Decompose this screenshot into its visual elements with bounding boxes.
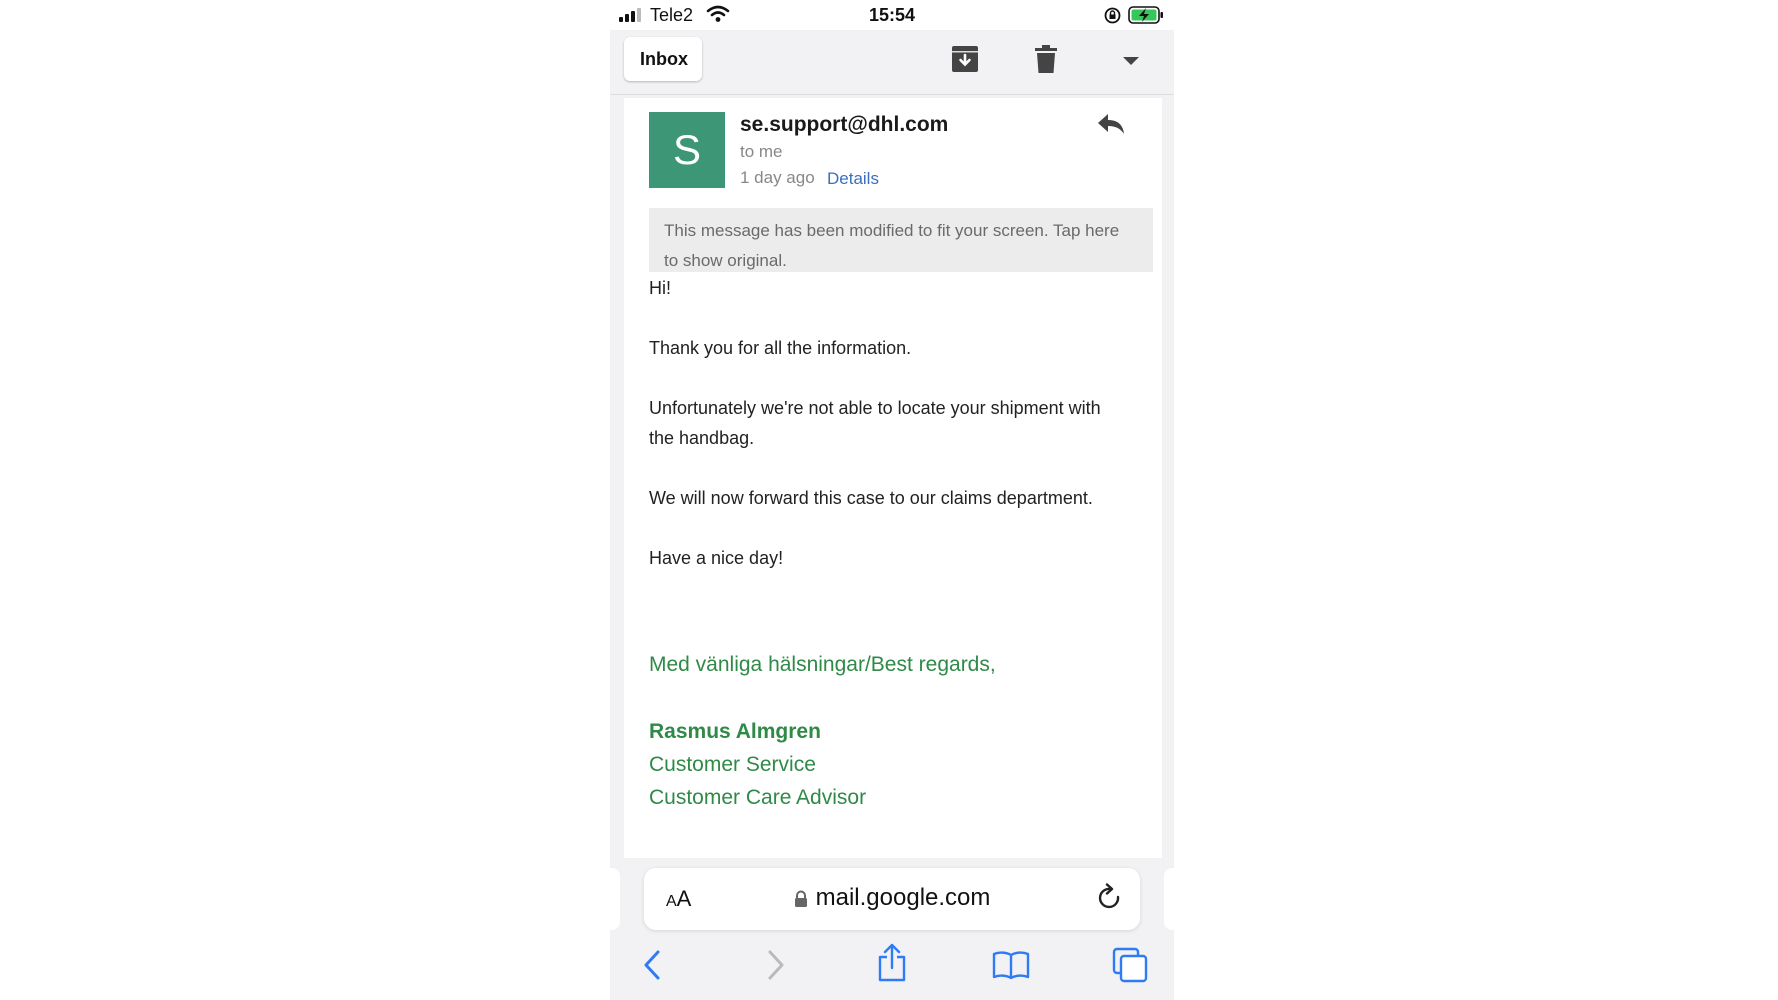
phone-screen (610, 0, 1174, 1000)
email-toolbar (610, 30, 1174, 95)
address-bar[interactable] (644, 868, 1140, 930)
carrier-name: Tele2 (650, 5, 694, 25)
status-bar (610, 0, 1174, 30)
details-link[interactable]: Details (827, 169, 879, 188)
status-time: 15:54 (868, 5, 916, 25)
bookmarks-icon[interactable] (992, 950, 1030, 980)
forward-icon[interactable] (762, 947, 788, 983)
body-paragraph: We will now forward this case to our claims department. (649, 488, 1093, 508)
body-closing: Have a nice day! (649, 548, 784, 568)
text-size-button[interactable]: AA (666, 886, 692, 911)
browser-nav-bar (610, 940, 1174, 1000)
modified-message-notice[interactable]: This message has been modified to fit your screen. Tap here to show original. (649, 208, 1153, 272)
body-paragraph: Unfortunately we're not able to locate your shipment with the handbag. (649, 398, 1101, 448)
email-message (624, 98, 1162, 858)
recipient-label: to me (740, 142, 783, 161)
battery-charging-icon (1128, 6, 1164, 24)
next-tab-edge[interactable] (1164, 868, 1174, 930)
body-paragraph: Thank you for all the information. (649, 338, 912, 358)
sender-address: se.support@dhl.com (740, 113, 949, 136)
signature-department: Customer Service (649, 753, 816, 776)
share-icon[interactable] (876, 943, 908, 983)
lock-icon (794, 890, 808, 908)
reply-icon[interactable] (1096, 112, 1126, 136)
reload-icon[interactable] (1096, 883, 1124, 913)
back-to-inbox-button[interactable]: Inbox (624, 37, 702, 81)
message-date: 1 day ago (740, 168, 815, 187)
dropdown-caret-icon[interactable] (1122, 56, 1140, 66)
sender-avatar: S (649, 112, 725, 188)
signature-greeting: Med vänliga hälsningar/Best regards, (649, 653, 996, 676)
back-icon[interactable] (640, 947, 666, 983)
url-text: mail.google.com (815, 884, 991, 911)
signature-title: Customer Care Advisor (649, 786, 867, 809)
tabs-icon[interactable] (1112, 947, 1148, 983)
url-field[interactable] (644, 884, 1140, 912)
address-bar-area (610, 868, 1174, 930)
signature-name: Rasmus Almgren (649, 720, 821, 743)
trash-icon[interactable] (1033, 44, 1059, 74)
archive-icon[interactable] (950, 44, 980, 74)
previous-tab-edge[interactable] (610, 868, 620, 930)
orientation-lock-icon (1104, 7, 1121, 24)
body-greeting: Hi! (649, 278, 671, 298)
